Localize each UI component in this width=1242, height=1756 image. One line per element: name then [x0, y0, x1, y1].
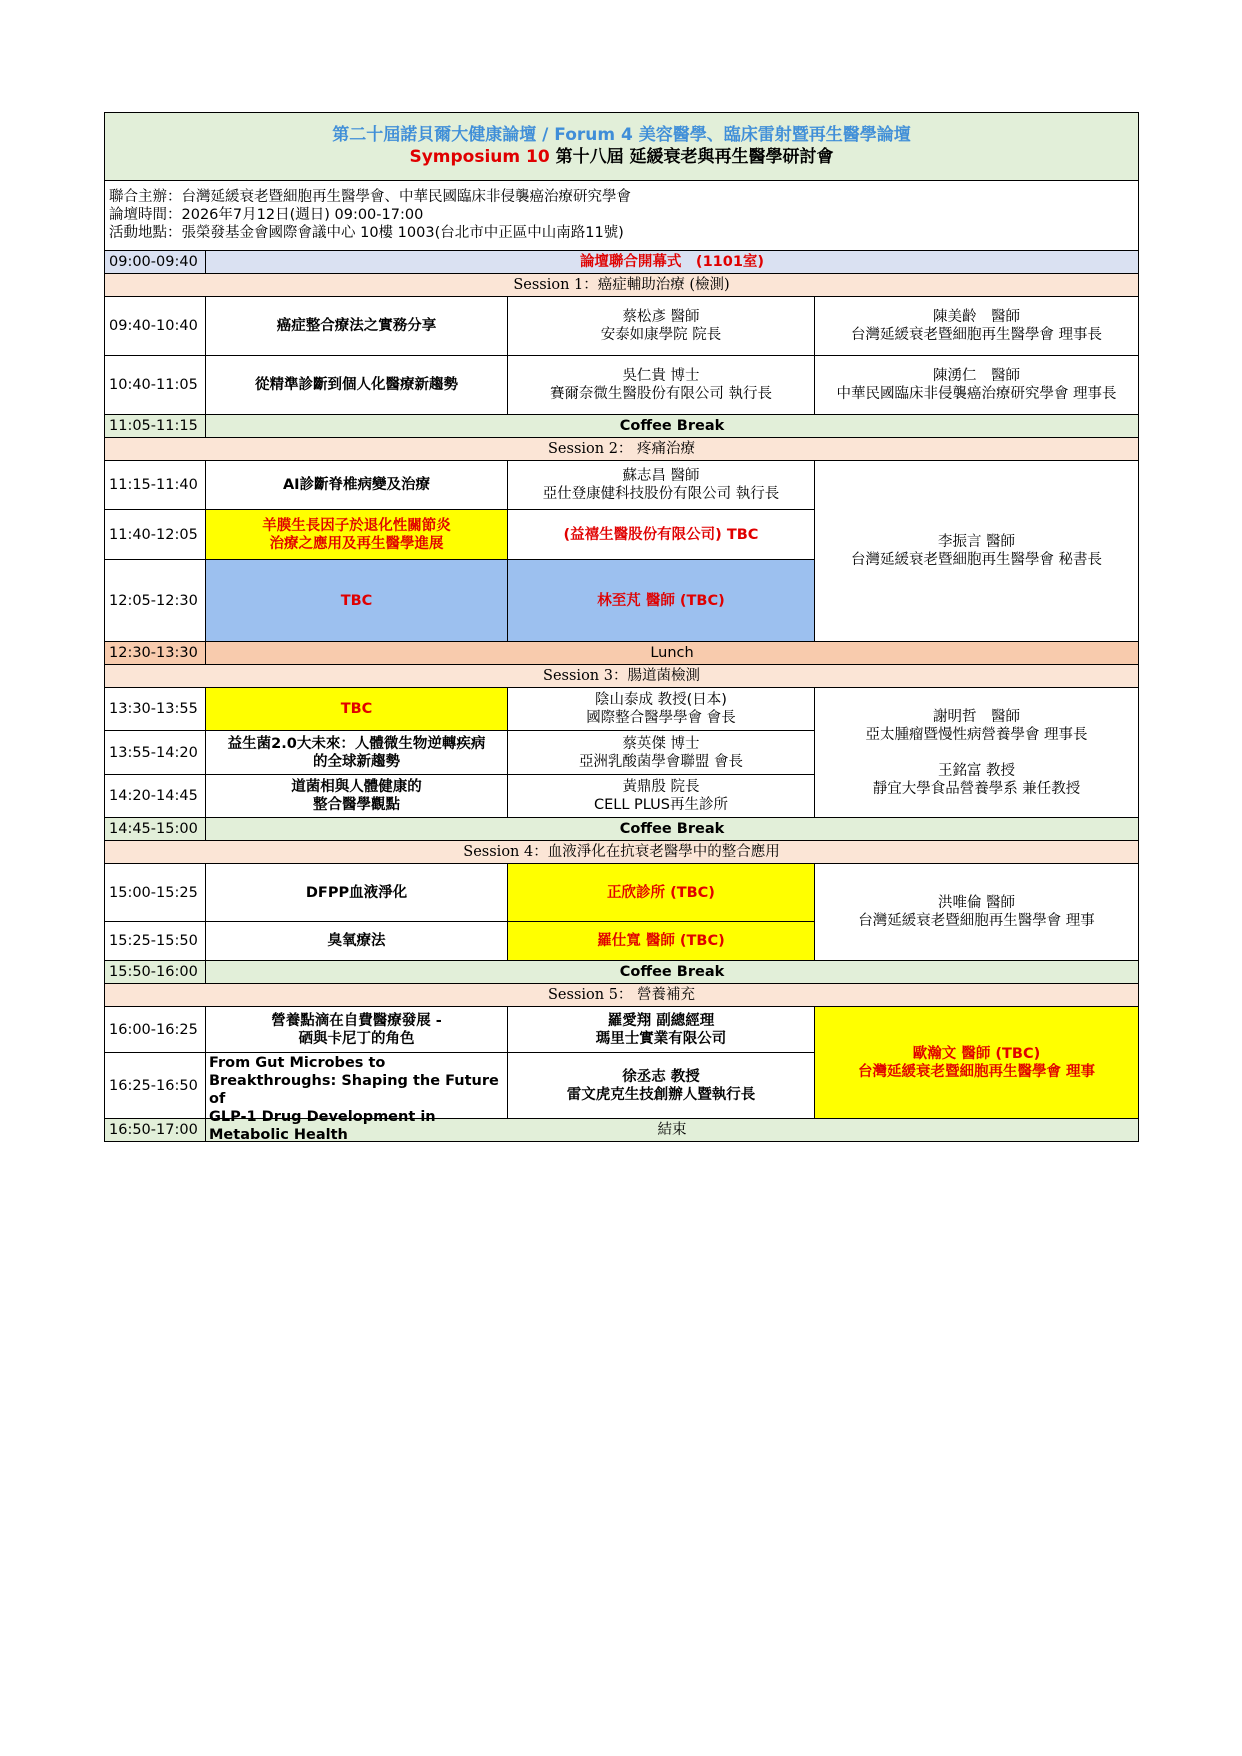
break-label: Coffee Break: [206, 961, 1139, 984]
moderator-affiliation: 台灣延緩衰老暨細胞再生醫學會 理事: [858, 913, 1095, 929]
speaker-affiliation: CELL PLUS再生診所: [594, 797, 728, 813]
talk-topic: 癌症整合療法之實務分享: [206, 297, 508, 356]
moderator: [815, 1007, 1139, 1119]
organizers-line: 聯合主辦：台灣延緩衰老暨細胞再生醫學會、中華民國臨床非侵襲癌治療研究學會: [109, 188, 631, 205]
talk-topic: 從精準診斷到個人化醫療新趨勢: [206, 356, 508, 415]
speaker: 正欣診所 (TBC): [508, 864, 815, 922]
moderator: [815, 297, 1139, 356]
slot-time: 16:25-16:50: [105, 1053, 206, 1119]
topic-line: 道菌相與人體健康的: [291, 779, 422, 795]
table-row: [105, 688, 1139, 731]
slot-time: 09:40-10:40: [105, 297, 206, 356]
slot-time: 13:30-13:55: [105, 688, 206, 731]
slot-time: 13:55-14:20: [105, 731, 206, 775]
closing-label: 結束: [206, 1119, 1139, 1142]
break-time: 14:45-15:00: [105, 818, 206, 841]
speaker-name: 陰山泰成 教授(日本): [595, 692, 727, 708]
table-row: [105, 1007, 1139, 1053]
moderator-spacer: [818, 744, 1135, 762]
speaker-affiliation: 賽爾奈微生醫股份有限公司 執行長: [549, 386, 773, 402]
speaker-affiliation: 亞仕登康健科技股份有限公司 執行長: [542, 486, 780, 502]
talk-topic: TBC: [206, 688, 508, 731]
break-label: Coffee Break: [206, 818, 1139, 841]
topic-line: 整合醫學觀點: [313, 797, 400, 813]
topic-line: 硒與卡尼丁的角色: [298, 1030, 415, 1047]
forum-title: 第二十屆諾貝爾大健康論壇 / Forum 4 美容醫學、臨床雷射暨再生醫學論壇: [332, 125, 911, 145]
moderator-name: 陳美齡 醫師: [933, 309, 1020, 325]
topic-clip: [209, 1054, 504, 1143]
topic-line: Breakthroughs: Shaping the Future of: [209, 1073, 499, 1107]
moderator: [815, 864, 1139, 961]
table-row: [105, 461, 1139, 510]
table-row: [105, 864, 1139, 922]
topic-line: 羊膜生長因子於退化性關節炎: [262, 517, 451, 534]
date-line: 論壇時間：2026年7月12日(週日) 09:00-17:00: [109, 206, 424, 223]
speaker-name: 蘇志昌 醫師: [622, 468, 700, 484]
talk-topic: 臭氧療法: [206, 922, 508, 961]
moderator-affiliation: 中華民國臨床非侵襲癌治療研究學會 理事長: [836, 386, 1117, 402]
speaker-affiliation: 亞洲乳酸菌學會聯盟 會長: [578, 753, 744, 770]
slot-time: 11:15-11:40: [105, 461, 206, 510]
moderator-affiliation: 台灣延緩衰老暨細胞再生醫學會 理事長: [850, 327, 1103, 343]
session-2-title: Session 2： 疼痛治療: [105, 438, 1139, 461]
moderator-name: 謝明哲 醫師: [933, 708, 1020, 725]
speaker-affiliation: 雷文虎克生技創辦人暨執行長: [566, 1086, 756, 1103]
table-row: [105, 356, 1139, 415]
session-4-title: Session 4：血液淨化在抗衰老醫學中的整合應用: [105, 841, 1139, 864]
speaker: [508, 688, 815, 731]
break-label: Coffee Break: [206, 415, 1139, 438]
speaker: [508, 461, 815, 510]
topic-line: From Gut Microbes to: [209, 1055, 386, 1071]
talk-topic: [206, 1007, 508, 1053]
slot-time: 10:40-11:05: [105, 356, 206, 415]
moderator: [815, 356, 1139, 415]
lunch-time: 12:30-13:30: [105, 642, 206, 665]
talk-topic: TBC: [206, 560, 508, 642]
topic-line: 的全球新趨勢: [313, 753, 400, 770]
moderator-name: 李振言 醫師: [937, 534, 1016, 550]
closing-time: 16:50-17:00: [105, 1119, 206, 1142]
slot-time: 16:00-16:25: [105, 1007, 206, 1053]
moderator-name: 洪唯倫 醫師: [937, 895, 1016, 911]
schedule-sheet: [104, 112, 1138, 1142]
speaker-affiliation: 瑪里士實業有限公司: [595, 1030, 727, 1047]
moderator-name: 陳湧仁 醫師: [933, 368, 1020, 384]
moderator-name: 歐瀚文 醫師 (TBC): [912, 1045, 1041, 1062]
topic-line: Metabolic Health: [209, 1127, 348, 1143]
symposium-name: 第十八屆 延緩衰老與再生醫學研討會: [549, 147, 834, 167]
slot-time: 14:20-14:45: [105, 775, 206, 818]
topic-line: 益生菌2.0大未來：人體微生物逆轉疾病: [227, 735, 486, 752]
speaker-name: 徐丞志 教授: [622, 1068, 700, 1085]
opening-time: 09:00-09:40: [105, 251, 206, 274]
forum-header: [105, 113, 1139, 181]
talk-topic: [206, 510, 508, 560]
speaker: 羅仕寬 醫師 (TBC): [508, 922, 815, 961]
speaker: [508, 297, 815, 356]
break-time: 15:50-16:00: [105, 961, 206, 984]
speaker-name: 羅愛翔 副總經理: [607, 1012, 715, 1029]
talk-topic: DFPP血液淨化: [206, 864, 508, 922]
symposium-title: [105, 146, 1138, 168]
talk-topic: AI診斷脊椎病變及治療: [206, 461, 508, 510]
session-1-title: Session 1：癌症輔助治療 (檢測): [105, 274, 1139, 297]
topic-line: GLP-1 Drug Development in: [209, 1109, 436, 1125]
speaker: [508, 1007, 815, 1053]
schedule-table: [104, 112, 1139, 1142]
speaker: [508, 356, 815, 415]
speaker-name: 吳仁貴 博士: [622, 368, 700, 384]
slot-time: 15:25-15:50: [105, 922, 206, 961]
speaker-affiliation: 安泰如康學院 院長: [600, 327, 722, 343]
speaker-name: 黃鼎殷 院長: [622, 779, 700, 795]
symposium-label: Symposium 10: [409, 147, 550, 167]
speaker: 林至芃 醫師 (TBC): [508, 560, 815, 642]
speaker: [508, 775, 815, 818]
slot-time: 15:00-15:25: [105, 864, 206, 922]
moderator-affiliation: 亞太腫瘤暨慢性病營養學會 理事長: [865, 726, 1088, 743]
speaker: [508, 1053, 815, 1119]
topic-line: 治療之應用及再生醫學進展: [269, 535, 444, 552]
moderator-name: 王銘富 教授: [937, 762, 1016, 779]
speaker-name: 蔡松彥 醫師: [622, 309, 700, 325]
session-3-title: Session 3：腸道菌檢測: [105, 665, 1139, 688]
talk-topic: [206, 1053, 508, 1143]
table-row: [105, 297, 1139, 356]
speaker-affiliation: 國際整合醫學學會 會長: [586, 710, 736, 726]
slot-time: 11:40-12:05: [105, 510, 206, 560]
talk-topic: [206, 775, 508, 818]
speaker: (益禧生醫股份有限公司) TBC: [508, 510, 815, 560]
moderator-affiliation: 台灣延緩衰老暨細胞再生醫學會 理事: [857, 1063, 1096, 1080]
forum-info: [105, 181, 1139, 251]
slot-time: 12:05-12:30: [105, 560, 206, 642]
moderator: [815, 688, 1139, 818]
opening-label: 論壇聯合開幕式 (1101室): [206, 251, 1139, 274]
speaker-name: 蔡英傑 博士: [622, 735, 700, 752]
break-time: 11:05-11:15: [105, 415, 206, 438]
session-5-title: Session 5： 營養補充: [105, 984, 1139, 1007]
moderator-affiliation: 台灣延緩衰老暨細胞再生醫學會 秘書長: [850, 552, 1103, 568]
moderator: [815, 461, 1139, 642]
venue-line: 活動地點：張榮發基金會國際會議中心 10樓 1003(台北市中正區中山南路11號): [109, 224, 624, 241]
talk-topic: [206, 731, 508, 775]
speaker: [508, 731, 815, 775]
topic-line: 營養點滴在自費醫療發展 -: [271, 1012, 442, 1029]
moderator-affiliation: 靜宜大學食品營養學系 兼任教授: [872, 780, 1081, 797]
lunch-label: Lunch: [206, 642, 1139, 665]
